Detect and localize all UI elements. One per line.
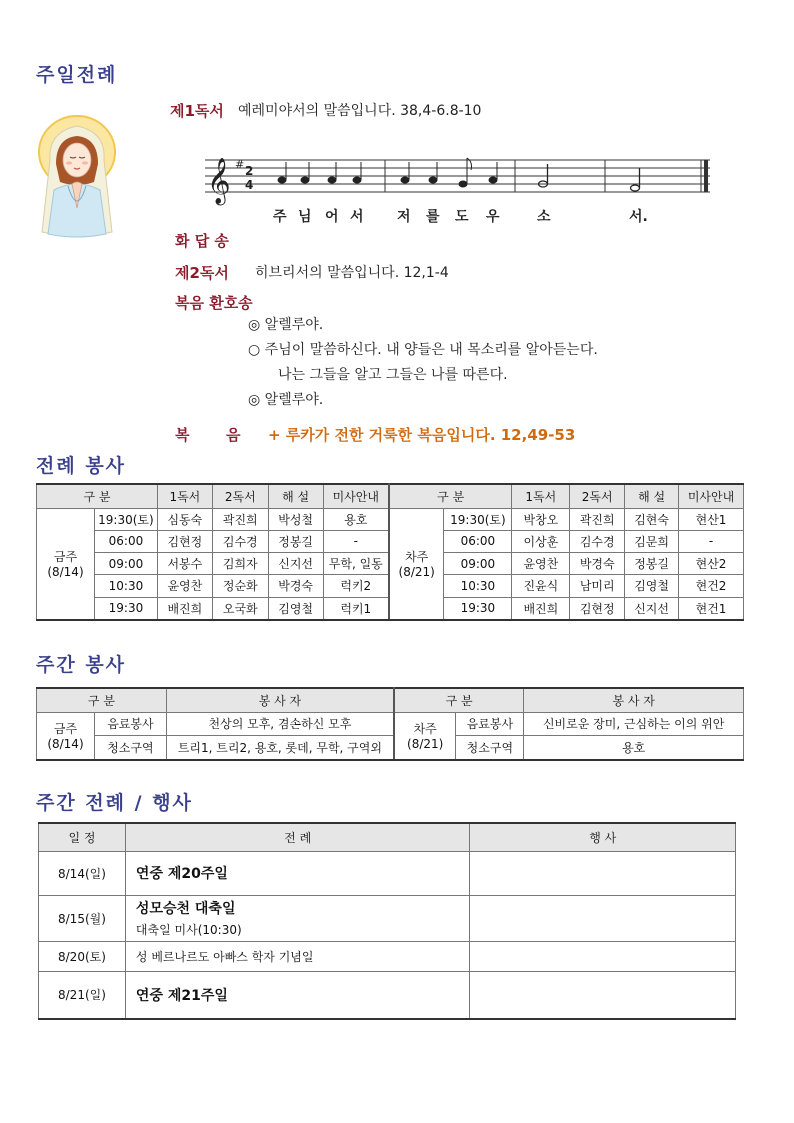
header-usher: 미사안내 <box>679 484 744 508</box>
duty-type: 청소구역 <box>456 736 524 760</box>
duty-volunteers: 용호 <box>524 736 744 760</box>
psalm-label: 화 답 송 <box>175 232 229 250</box>
table-cell: 럭키1 <box>323 597 389 620</box>
lyric-syllable: 주 <box>273 209 287 225</box>
table-cell: 정순화 <box>212 575 268 597</box>
gospel-text: + 루카가 전한 거룩한 복음입니다. 12,49-53 <box>268 426 576 444</box>
event-date: 8/15(월) <box>39 895 126 941</box>
table-cell: 럭키2 <box>323 575 389 597</box>
header-reading2: 2독서 <box>212 484 268 508</box>
alleluia-line: ◎ 알렐루야. <box>248 317 324 333</box>
liturgy-title: 주일전례 <box>36 64 118 86</box>
event-liturgy: 성모승천 대축일 <box>135 901 236 917</box>
mass-time: 19:30(토) <box>444 508 512 530</box>
header-commentary: 해 설 <box>625 484 679 508</box>
mass-time: 19:30(토) <box>94 508 157 530</box>
table-cell: 배진희 <box>157 597 212 620</box>
table-row <box>39 851 736 895</box>
lyric-syllable: 소 <box>537 209 551 225</box>
table-row <box>37 736 744 760</box>
duty-volunteers: 천상의 모후, 겸손하신 모후 <box>166 712 394 736</box>
table-cell: 김영철 <box>268 597 323 620</box>
event-liturgy-cell <box>125 895 470 941</box>
event-liturgy: 성 베르나르도 아빠스 학자 기념일 <box>125 941 470 971</box>
table-cell: 현산1 <box>679 508 744 530</box>
svg-text:𝄞: 𝄞 <box>207 158 231 204</box>
table-cell: 진윤식 <box>512 575 570 597</box>
lyric-syllable: 서. <box>629 209 648 225</box>
gospel-label: 복 음 <box>175 426 241 444</box>
week-date: (8/21) <box>407 737 444 752</box>
event-activity <box>470 941 736 971</box>
week-cell <box>37 508 95 620</box>
header-event: 행 사 <box>470 823 736 851</box>
table-cell: 현건1 <box>679 597 744 620</box>
reading2-label: 제2독서 <box>175 264 229 282</box>
table-cell: 곽진희 <box>212 508 268 530</box>
alleluia-line: ◎ 알렐루야. <box>248 392 324 408</box>
service-table <box>36 483 744 621</box>
table-cell: 현산2 <box>679 553 744 575</box>
mass-time: 09:00 <box>444 553 512 575</box>
lyric-syllable: 를 <box>426 209 440 225</box>
table-cell: 정봉길 <box>625 553 679 575</box>
header-reading2: 2독서 <box>570 484 625 508</box>
table-cell: 김수경 <box>570 530 625 552</box>
event-date: 8/21(일) <box>39 971 126 1019</box>
week-date: (8/14) <box>47 737 84 752</box>
mass-time: 10:30 <box>444 575 512 597</box>
table-cell: 배진희 <box>512 597 570 620</box>
header-category: 구 분 <box>37 688 167 712</box>
duty-type: 음료봉사 <box>94 712 166 736</box>
duty-volunteers: 신비로운 장미, 근심하는 이의 위안 <box>524 712 744 736</box>
table-cell: 신지선 <box>625 597 679 620</box>
event-liturgy: 연중 제20주일 <box>125 851 470 895</box>
table-row <box>39 941 736 971</box>
week-cell <box>394 712 456 760</box>
event-liturgy: 연중 제21주일 <box>125 971 470 1019</box>
table-cell: 남미리 <box>570 575 625 597</box>
events-title: 주간 전례 / 행사 <box>36 792 193 814</box>
header-date: 일 정 <box>39 823 126 851</box>
header-commentary: 해 설 <box>268 484 323 508</box>
lyric-syllable: 저 <box>397 209 411 225</box>
table-cell: 김영철 <box>625 575 679 597</box>
header-category: 구 분 <box>37 484 158 508</box>
week-date: (8/21) <box>398 565 435 580</box>
svg-text:2: 2 <box>245 164 254 178</box>
mass-time: 09:00 <box>94 553 157 575</box>
week-date: (8/14) <box>47 565 84 580</box>
lyric-syllable: 님 <box>298 209 312 225</box>
svg-text:4: 4 <box>245 178 254 192</box>
mass-time: 10:30 <box>94 575 157 597</box>
mass-time: 06:00 <box>444 530 512 552</box>
table-cell: 현건2 <box>679 575 744 597</box>
table-cell: 신지선 <box>268 553 323 575</box>
header-reading1: 1독서 <box>512 484 570 508</box>
alleluia-label: 복음 환호송 <box>175 294 253 312</box>
weekly-title: 주간 봉사 <box>36 654 127 676</box>
reading1-text: 예레미야서의 말씀입니다. 38,4-6.8-10 <box>238 103 482 119</box>
event-subtext: 대축일 미사(10:30) <box>135 923 242 937</box>
svg-text:#: # <box>235 158 245 171</box>
table-cell: - <box>679 530 744 552</box>
header-liturgy: 전 례 <box>125 823 470 851</box>
event-date: 8/20(토) <box>39 941 126 971</box>
header-volunteers: 봉 사 자 <box>166 688 394 712</box>
header-category: 구 분 <box>394 688 524 712</box>
events-table <box>38 822 736 1020</box>
duty-volunteers: 트리1, 트리2, 용호, 롯데, 무학, 구역외 <box>166 736 394 760</box>
alleluia-line: ○ 주님이 말씀하신다. 내 양들은 내 목소리를 알아듣는다. <box>248 342 598 358</box>
mass-time: 06:00 <box>94 530 157 552</box>
psalm-lyrics <box>205 206 715 226</box>
table-cell: 윤영찬 <box>157 575 212 597</box>
weekly-table <box>36 687 744 761</box>
event-date: 8/14(일) <box>39 851 126 895</box>
table-cell: 김현정 <box>157 530 212 552</box>
table-cell: 심동숙 <box>157 508 212 530</box>
week-label: 차주 <box>413 722 437 737</box>
week-cell <box>389 508 444 620</box>
reading2-text: 히브리서의 말씀입니다. 12,1-4 <box>255 265 449 281</box>
table-row <box>39 895 736 941</box>
reading1-label: 제1독서 <box>170 102 224 120</box>
mass-time: 19:30 <box>444 597 512 620</box>
event-activity <box>470 851 736 895</box>
table-cell: - <box>323 530 389 552</box>
table-cell: 서봉수 <box>157 553 212 575</box>
lyric-syllable: 도 <box>455 209 469 225</box>
week-label: 금주 <box>53 550 78 565</box>
header-usher: 미사안내 <box>323 484 389 508</box>
table-row <box>37 508 744 530</box>
week-label: 금주 <box>53 722 78 737</box>
table-cell: 곽진희 <box>570 508 625 530</box>
table-cell: 김현정 <box>570 597 625 620</box>
table-cell: 김희자 <box>212 553 268 575</box>
week-cell <box>37 712 95 760</box>
header-category: 구 분 <box>389 484 512 508</box>
table-row <box>39 971 736 1019</box>
mass-time: 19:30 <box>94 597 157 620</box>
table-cell: 박창오 <box>512 508 570 530</box>
table-cell: 박경숙 <box>570 553 625 575</box>
table-cell: 정봉길 <box>268 530 323 552</box>
table-cell: 박경숙 <box>268 575 323 597</box>
table-cell: 김문희 <box>625 530 679 552</box>
table-cell: 박성철 <box>268 508 323 530</box>
duty-type: 청소구역 <box>94 736 166 760</box>
table-row <box>37 712 744 736</box>
event-activity <box>470 895 736 941</box>
table-cell: 김현숙 <box>625 508 679 530</box>
table-cell: 오국화 <box>212 597 268 620</box>
event-activity <box>470 971 736 1019</box>
lyric-syllable: 어 <box>325 209 339 225</box>
header-reading1: 1독서 <box>157 484 212 508</box>
header-volunteers: 봉 사 자 <box>524 688 744 712</box>
alleluia-line: 나는 그들을 알고 그들은 나를 따른다. <box>278 367 508 383</box>
week-label: 차주 <box>405 550 429 565</box>
table-cell: 용호 <box>323 508 389 530</box>
lyric-syllable: 서 <box>350 209 364 225</box>
service-title: 전례 봉사 <box>36 455 127 477</box>
mary-praying-image <box>34 112 120 240</box>
table-cell: 김수경 <box>212 530 268 552</box>
table-cell: 이상훈 <box>512 530 570 552</box>
table-cell: 윤영찬 <box>512 553 570 575</box>
table-cell: 무학, 일동 <box>323 553 389 575</box>
lyric-syllable: 우 <box>486 209 500 225</box>
duty-type: 음료봉사 <box>456 712 524 736</box>
